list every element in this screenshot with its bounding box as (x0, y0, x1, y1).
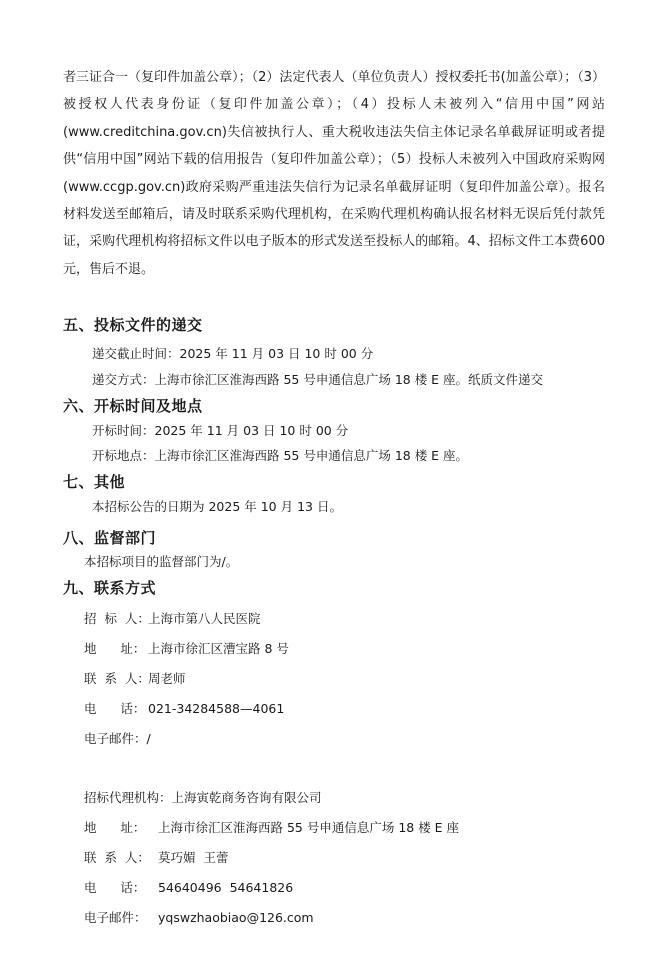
submission-method: 递交方式：上海市徐汇区淮海西路 55 号申通信息广场 18 楼 E 座。纸质文件递交 (92, 372, 544, 387)
buyer-contact-row (84, 670, 186, 688)
opening-time: 开标时间：2025 年 11 月 03 日 10 时 00 分 (92, 423, 349, 438)
tenderer-label: 招 标 人： (84, 611, 150, 626)
agency-value: 上海寅乾商务咨询有限公司 (171, 790, 322, 805)
submission-deadline: 递交截止时间：2025 年 11 月 03 日 10 时 00 分 (92, 346, 374, 361)
tenderer-row (84, 610, 261, 628)
agency-phone-row (84, 879, 293, 897)
tenderer-value: 上海市第八人民医院 (148, 611, 261, 626)
announcement-date: 本招标公告的日期为 2025 年 10 月 13 日。 (92, 499, 342, 514)
buyer-phone-row (84, 700, 284, 718)
agency-phone-label: 电 话： (84, 880, 146, 895)
agency-email-row (84, 909, 314, 927)
agency-email-label: 电子邮件： (84, 910, 147, 925)
agency-contact-label: 联 系 人： (84, 850, 150, 865)
buyer-email-row (84, 730, 151, 748)
agency-contact-row (84, 849, 228, 867)
buyer-address-row (84, 640, 289, 658)
agency-row (84, 789, 322, 807)
registration-materials-paragraph: 者三证合一（复印件加盖公章）；（2）法定代表人（单位负责人）授权委托书(加盖公章）；（3）被授权人代表身份证（复印件加盖公章）；（4）投标人未被列入“信用中国”网站(www.creditchina.gov.cn)失信被执行人、重大税收违法失信主体记录名单截屏证明或者提供“信用中国”网站下载的信用报告（复印件加盖公章）；（5）投标人未被列入中国政府采购网(www.ccgp.gov.cn)政府采购严重违法失信行为记录名单截屏证明（复印件加盖公章）。报名材料发送至邮箱后，请及时联系采购代理机构，在采购代理机构确认报名材料无误后凭付款凭证，采购代理机构将招标文件以电子版本的形式发送至投标人的邮箱。4、招标文件工本费600元，售后不退。 (63, 70, 605, 277)
agency-address-label: 地 址： (84, 820, 146, 835)
buyer-address-label: 地 址： (84, 641, 146, 656)
buyer-phone-value: 021-34284588—4061 (148, 701, 285, 716)
buyer-contact-label: 联 系 人： (84, 671, 150, 686)
section-7-heading: 七、其他 (63, 473, 126, 491)
buyer-email-label: 电子邮件： (84, 731, 147, 746)
section-9-heading: 九、联系方式 (63, 579, 157, 597)
opening-place: 开标地点：上海市徐汇区淮海西路 55 号申通信息广场 18 楼 E 座。 (92, 448, 469, 463)
agency-phone-value: 54640496 54641826 (158, 880, 294, 895)
buyer-address-value: 上海市徐汇区漕宝路 8 号 (148, 641, 289, 656)
section-5-heading: 五、投标文件的递交 (63, 316, 203, 334)
agency-address-row (84, 819, 459, 837)
agency-address-value: 上海市徐汇区淮海西路 55 号申通信息广场 18 楼 E 座 (158, 820, 460, 835)
section-8-heading: 八、监督部门 (63, 529, 157, 547)
agency-label: 招标代理机构： (84, 790, 172, 805)
buyer-phone-label: 电 话： (84, 701, 146, 716)
section-6-heading: 六、开标时间及地点 (63, 397, 203, 415)
supervision-department: 本招标项目的监督部门为/。 (84, 554, 239, 569)
agency-email-value: yqswzhaobiao@126.com (158, 910, 314, 925)
buyer-email-value: / (146, 731, 151, 746)
buyer-contact-value: 周老师 (148, 671, 186, 686)
agency-contact-value: 莫巧媚 王蕾 (158, 850, 229, 865)
